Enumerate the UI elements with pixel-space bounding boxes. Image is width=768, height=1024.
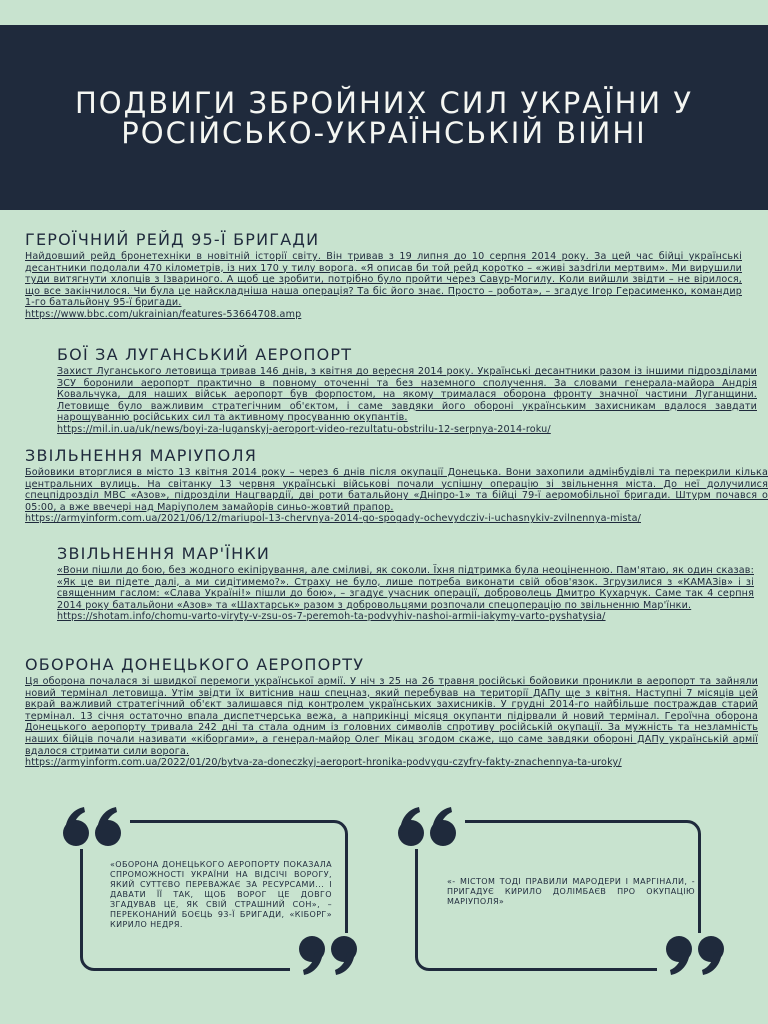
- page-title: ПОДВИГИ ЗБРОЙНИХ СИЛ УКРАЇНИ У РОСІЙСЬКО-УКРАЇНСЬКІЙ ВІЙНІ: [74, 85, 694, 150]
- header-banner: [0, 25, 768, 210]
- source-link[interactable]: https://shotam.info/chomu-varto-viryty-v-zsu-os-7-peremoh-ta-podvyhiv-nashoi-armii-iakymy-varto-pyshatysia/: [57, 611, 606, 623]
- quote-open-icon: [60, 805, 130, 849]
- section-text: Бойовики вторглися в місто 13 квітня 2014 року – через 6 днів після окупації Донецька. Вони захопили адмінбудівлі та перекрили кілька центральних вулиць. На світанку 13 червня українські військові почали успішну операцію зі звільнення міста. До неї долучилися спецпідрозділ МВС «Азов», підрозділи Нацгвардії, дві роти батальйону «Дніпро-1» та бійці 79-ї аеромобільної бригади. Штурм почався о 05:00, а вже ввечері над Маріуполем замайорів синьо-жовтий прапор.: [25, 467, 768, 513]
- section-heading: ЗВІЛЬНЕННЯ МАР'ЇНКИ: [57, 544, 271, 563]
- section-text: Захист Луганського летовища тривав 146 днів, з квітня до вересня 2014 року. Українські десантники разом із іншими підрозділами ЗСУ боронили аеропорт практично в повному оточенні та без наземного сполучення. За словами генерала-майора Андрія Ковальчука, для наших військ аеропорт був форпостом, на якому трималася оборона фронту значної частини Луганщини. Летовище було важливим стратегічним об'єктом, і саме завдяки його обороні українським захисникам вдалося завдати нарощуванню російських сил та активному просуванню окупантів.: [57, 366, 757, 424]
- section-heading: ГЕРОЇЧНИЙ РЕЙД 95-Ї БРИГАДИ: [25, 230, 320, 249]
- source-link[interactable]: https://armyinform.com.ua/2021/06/12/mariupol-13-chervnya-2014-go-spogady-ochevydcziv-i-uchasnykiv-zvilnennya-mista/: [25, 513, 641, 525]
- section-heading: ОБОРОНА ДОНЕЦЬКОГО АЕРОПОРТУ: [25, 655, 365, 674]
- source-link[interactable]: https://mil.in.ua/uk/news/boyi-za-luganskyj-aeroport-video-rezultatu-obstrilu-12-serpnya-2014-roku/: [57, 423, 551, 435]
- quote-text: «- МІСТОМ ТОДІ ПРАВИЛИ МАРОДЕРИ І МАРГІНАЛИ, - ПРИГАДУЄ КИРИЛО ДОЛІМБАЄВ ПРО ОКУПАЦІЮ МАРІУПОЛЯ»: [447, 877, 695, 906]
- quote-close-icon: [657, 933, 727, 977]
- section-text: Ця оборона почалася зі швидкої перемоги української армії. У ніч з 25 на 26 травня російські бойовики проникли в аеропорт та зайняли новий термінал летовища. Утім звідти їх витіснив наш спецназ, який перебував на території ДАПу ще з квітня. Наступні 7 місяців цей вкрай важливий стратегічний об'єкт залишався під контролем українських захисників. У грудні 2014-го найбільше постраждав старий термінал. 13 січня остаточно впала диспетчерська вежа, а наприкінці місяця окупанти підірвали й новий термінал. Героїчна оборона Донецького аеропорту тривала 242 дні та стала одним із головних символів спротиву російській окупації. За мужність та незламність наших бійців почали називати «кіборгами», а генерал-майор Олег Мікац згодом скаже, що саме завдяки обороні ДАПу українській армії вдалося стримати сили ворога.: [25, 676, 758, 757]
- quote-text: «ОБОРОНА ДОНЕЦЬКОГО АЕРОПОРТУ ПОКАЗАЛА СПРОМОЖНОСТІ УКРАЇНИ НА ВІДСІЧІ ВОРОГУ, ЯКИЙ СУТТЄВО ПЕРЕВАЖАЄ ЗА РЕСУРСАМИ... І ДАВАТИ ЇЇ ТАК, ЩОБ ВОРОГ ЦЕ ДОВГО ЗГАДУВАВ ЦЕ, ЯК СВІЙ СТРАШНИЙ СОН», – ПЕРЕКОНАНИЙ БОЄЦЬ 93-Ї БРИГАДИ, «КІБОРГ» КИРИЛО НЕДРЯ.: [110, 860, 332, 929]
- section-mariupol: [25, 446, 768, 525]
- section-text: Найдовший рейд бронетехніки в новітній історії світу. Він тривав з 19 липня до 10 серпня 2014 року. За цей час бійці українські десантники подолали 470 кілометрів, із них 170 у тилу ворога. «Я описав би той рейд коротко – «живі зазdriли мертвим». Ми вирушили туди витягнути хлопців з Ізвариного. А щоб це зробити, потрібно було пройти через Савур-Могилу. Коли вийшли звідти – не вірилося, що все закінчилося. Чи була це найскладніша наша операція? Та біс його знає. Просто – робота», – згадує Ігор Герасименко, командир 1-го батальйону 95-ї бригади.: [25, 251, 742, 309]
- section-donetsk-airport: [25, 655, 758, 769]
- quote-card-2: [395, 805, 730, 985]
- section-raid-95: [25, 230, 742, 321]
- section-heading: ЗВІЛЬНЕННЯ МАРІУПОЛЯ: [25, 446, 258, 465]
- section-heading: БОЇ ЗА ЛУГАНСЬКИЙ АЕРОПОРТ: [57, 345, 353, 364]
- source-link[interactable]: https://www.bbc.com/ukrainian/features-53664708.amp: [25, 308, 302, 320]
- quote-card-1: [60, 805, 370, 985]
- quote-open-icon: [395, 805, 465, 849]
- quote-close-icon: [290, 933, 360, 977]
- source-link[interactable]: https://armyinform.com.ua/2022/01/20/bytva-za-doneczkyj-aeroport-hronika-podvygu-czyfry-fakty-znachennya-ta-uroky/: [25, 757, 622, 769]
- section-text: «Вони пішли до бою, без жодного екіпірування, але сміливі, як соколи. Їхня підтримка була неоціненною. Пам'ятаю, як один сказав: «Як це ви підете далі, а ми сидітимемо?». Страху не було, лише потреба виконати свій обов'язок. Згрузилися з «КАМАЗів» і зі священним гаслом: «Слава Україні!» пішли до бою», – згадує учасник операції, доброволець Дмитро Кухарчук. Саме так 4 серпня 2014 року батальйони «Азов» та «Шахтарськ» разом з добровольцями розпочали спецоперацію по звільненню Мар'їнки.: [57, 565, 754, 611]
- section-marinka: [57, 544, 754, 623]
- section-luhansk-airport: [57, 345, 757, 436]
